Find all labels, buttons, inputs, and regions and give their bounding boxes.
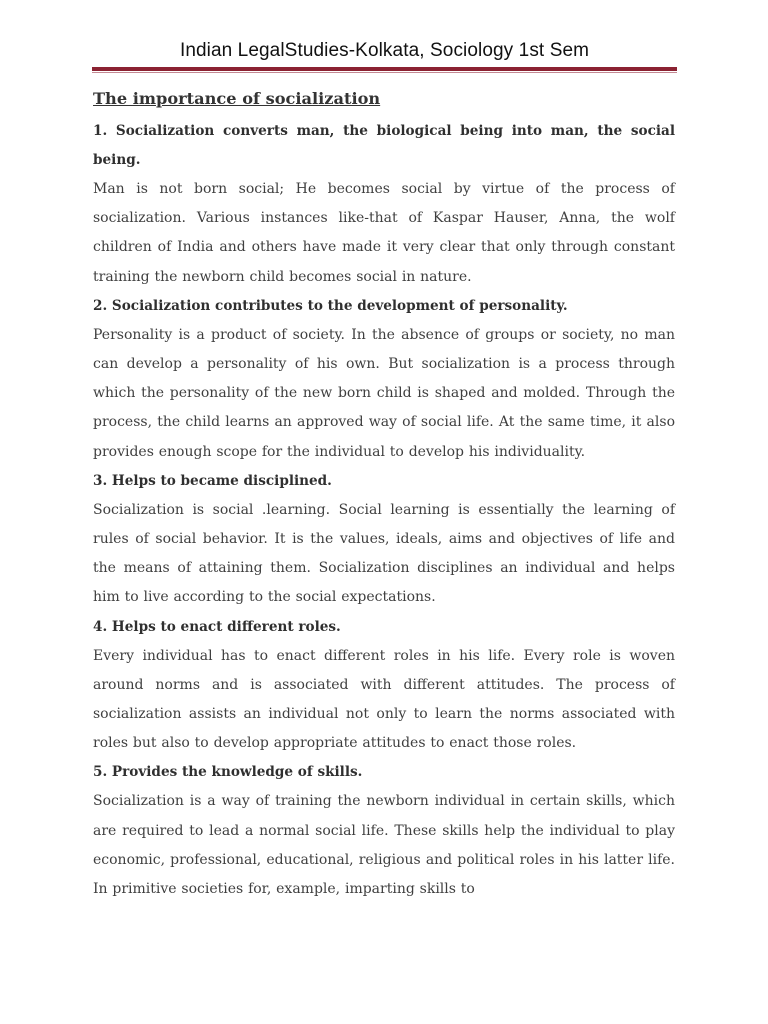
section-heading: 2. Socialization contributes to the development of personality. bbox=[93, 297, 568, 314]
section-paragraph: Personality is a product of society. In the absence of groups or society, no man can develop a personality of his own. But socialization is a process through which the personality of the new born child is shaped and molded. Through the process, the child learns an approved way of social life. At the same time, it also provides enough scope for the individual to develop his individuality. bbox=[93, 326, 675, 460]
section-2 bbox=[93, 292, 675, 467]
section-heading: 4. Helps to enact different roles. bbox=[93, 618, 341, 635]
header-rule bbox=[92, 67, 677, 71]
header-rule-thin bbox=[92, 72, 677, 73]
document-body bbox=[93, 86, 675, 904]
section-heading: 3. Helps to became disciplined. bbox=[93, 472, 332, 489]
section-heading: 5. Provides the knowledge of skills. bbox=[93, 764, 363, 781]
section-5 bbox=[93, 758, 675, 904]
section-1 bbox=[93, 117, 675, 292]
section-paragraph: Socialization is a way of training the newborn individual in certain skills, which are required to lead a normal social life. These skills help the individual to play economic, professional, educational, religious and political roles in his latter life. In primitive societies for, example, imparting skills to bbox=[93, 793, 675, 898]
section-3 bbox=[93, 467, 675, 613]
section-paragraph: Socialization is social .learning. Social learning is essentially the learning of rules of social behavior. It is the values, ideals, aims and objectives of life and the means of attaining them. Socialization disciplines an individual and helps him to live according to the social expectations. bbox=[93, 501, 675, 606]
section-paragraph: Man is not born social; He becomes social by virtue of the process of socialization. Various instances like-that of Kaspar Hauser, Anna, the wolf children of India and others have made it very clear that only through constant training the newborn child becomes social in nature. bbox=[93, 181, 675, 285]
section-4 bbox=[93, 613, 675, 759]
document-title: The importance of socialization bbox=[93, 89, 381, 108]
section-paragraph: Every individual has to enact different roles in his life. Every role is woven around norms and is associated with different attitudes. The process of socialization assists an individual not only to learn the norms associated with roles but also to develop appropriate attitudes to enact those roles. bbox=[93, 647, 675, 752]
page-header: Indian LegalStudies-Kolkata, Sociology 1st Sem bbox=[179, 40, 590, 61]
section-heading: 1. Socialization converts man, the biological being into man, the social being. bbox=[93, 123, 675, 168]
